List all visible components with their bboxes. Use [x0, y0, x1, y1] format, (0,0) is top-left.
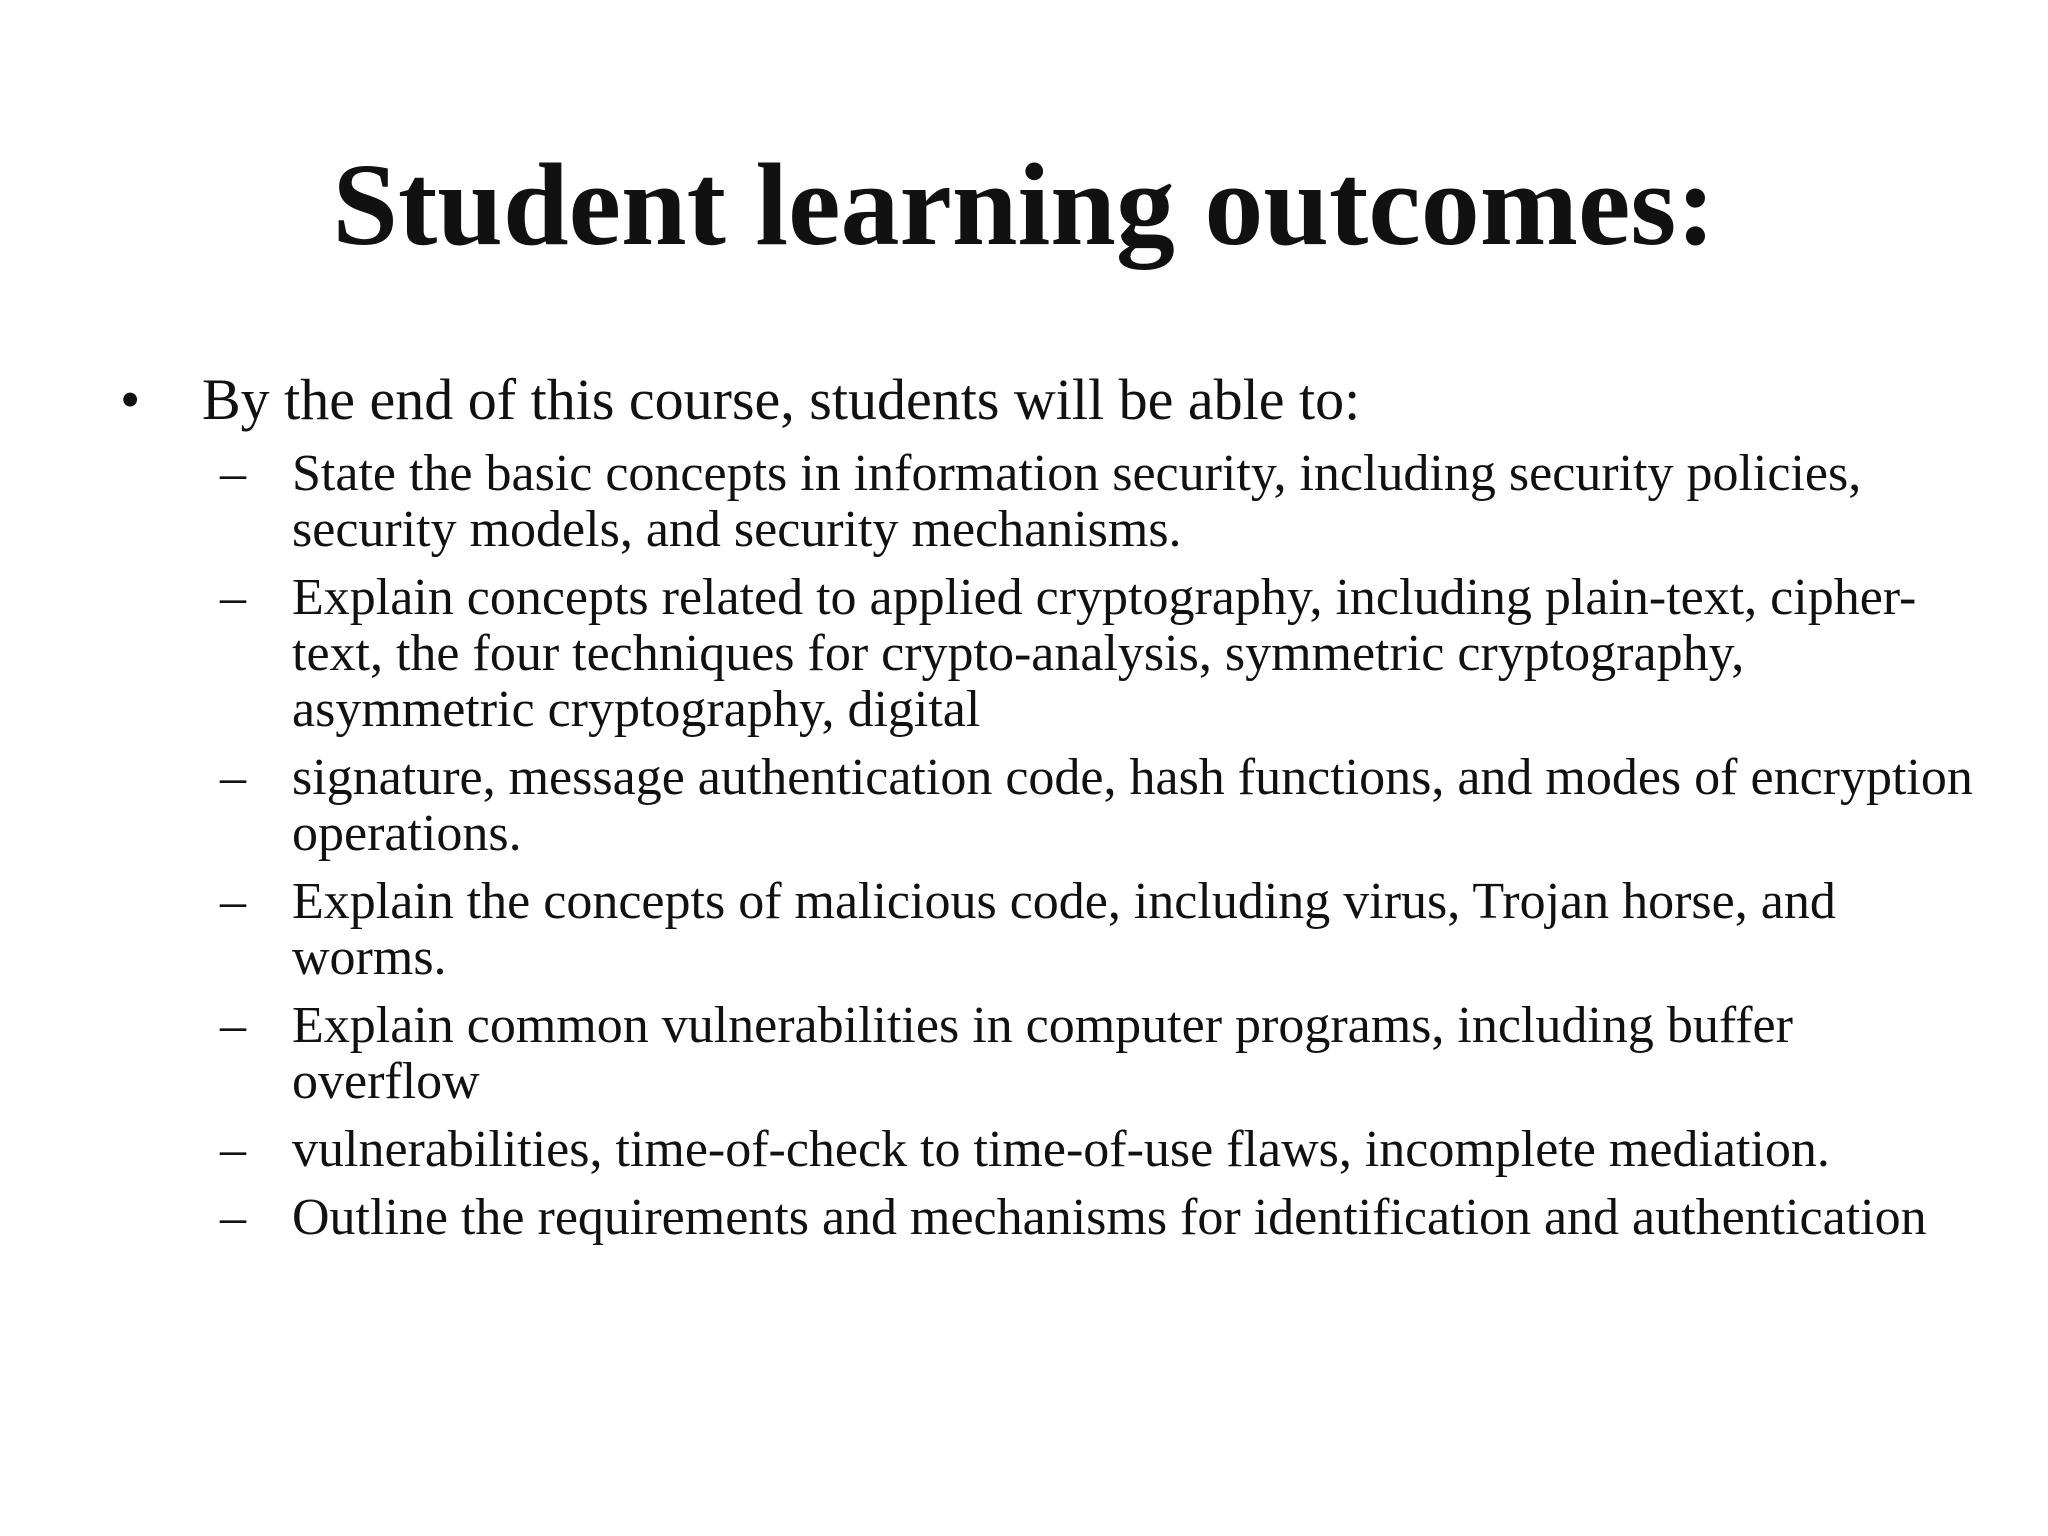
sub-item-text: Explain common vulnerabilities in computer programs, including buffer overflow [292, 997, 1793, 1110]
slide-title: Student learning outcomes: [332, 139, 1716, 270]
dash-icon: – [220, 873, 246, 930]
dash-icon: – [220, 1189, 246, 1246]
sub-item-5 [220, 998, 1980, 1110]
sub-item-3 [220, 750, 1980, 862]
sub-item-6 [220, 1122, 1980, 1178]
dash-icon: – [220, 445, 246, 502]
bullet-text: By the end of this course, students will be able to: [202, 367, 1361, 432]
sub-item-1 [220, 446, 1980, 558]
sub-item-4 [220, 874, 1980, 986]
sub-item-2 [220, 570, 1980, 738]
sub-item-7 [220, 1190, 1980, 1246]
sub-list [220, 446, 1980, 1258]
dash-icon: – [220, 997, 246, 1054]
sub-item-text: signature, message authentication code, hash functions, and modes of encryption operations. [292, 749, 1973, 862]
sub-item-text: Explain the concepts of malicious code, including virus, Trojan horse, and worms. [292, 873, 1836, 986]
dash-icon: – [220, 749, 246, 806]
bullet-dot-icon: • [120, 367, 141, 432]
dash-icon: – [220, 1121, 246, 1178]
sub-item-text: State the basic concepts in information security, including security policies, security models, and security mechanisms. [292, 445, 1862, 558]
sub-item-text: Explain concepts related to applied cryptography, including plain-text, cipher-text, the four techniques for crypto-analysis, symmetric cryptography, asymmetric cryptography, digital [292, 569, 1917, 738]
sub-item-text: vulnerabilities, time-of-check to time-of-use flaws, incomplete mediation. [292, 1121, 1830, 1178]
sub-item-text: Outline the requirements and mechanisms for identification and authentication [292, 1189, 1927, 1246]
dash-icon: – [220, 569, 246, 626]
